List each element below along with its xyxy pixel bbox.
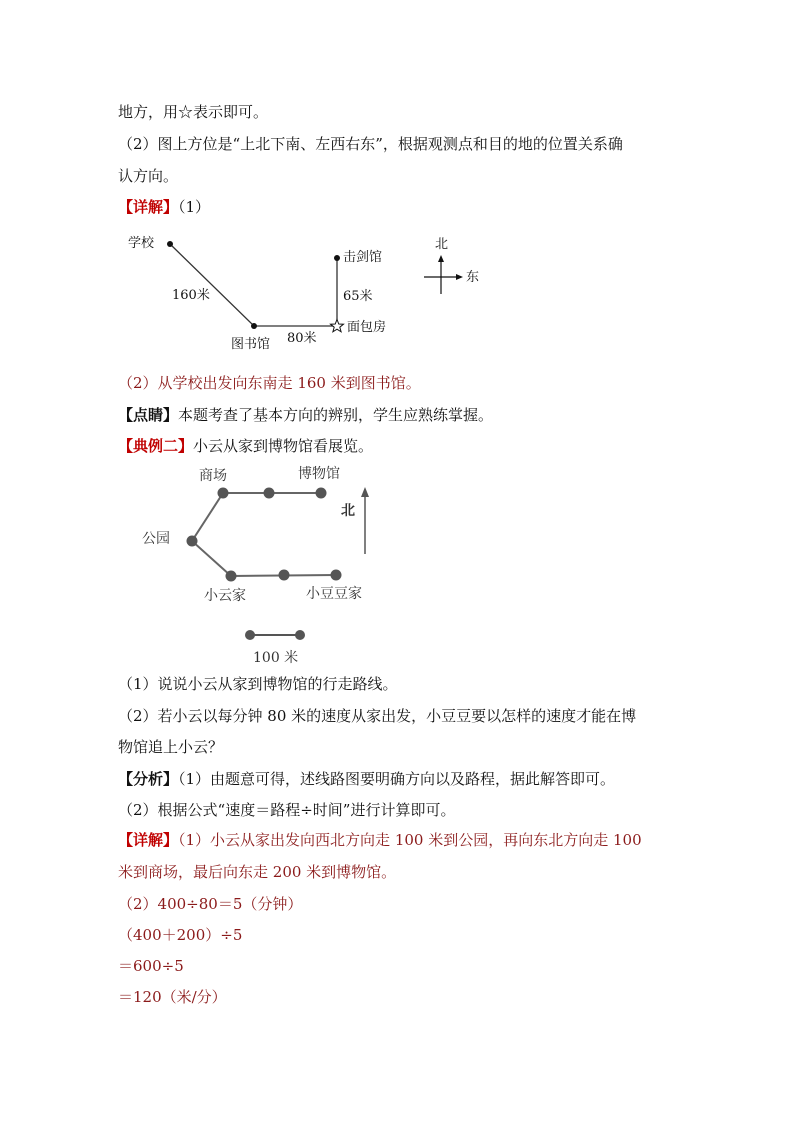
node-mid-top: [264, 488, 275, 499]
text-line-14: 米到商场，最后向东走 200 米到博物馆。: [118, 863, 397, 881]
text-line-13-rest: （1）小云从家出发向西北方向走 100 米到公园，再向东北方向走 100: [178, 831, 642, 849]
text-line-8: （1）说说小云从家到博物馆的行走路线。: [118, 675, 398, 693]
text-line-6-rest: 本题考查了基本方向的辨别，学生应熟练掌握。: [178, 406, 494, 424]
label-museum: 博物馆: [298, 466, 340, 482]
node-mid-bottom: [279, 570, 290, 581]
label-mall: 商场: [199, 468, 227, 484]
section-tag-explain-2: 【详解】: [118, 831, 179, 849]
text-line-11: [118, 769, 615, 789]
text-line-10: 物馆追上小云？: [118, 738, 224, 756]
scale-bar-left-node: [245, 630, 255, 640]
label-compass-north: 北: [435, 237, 449, 252]
text-line-17: ＝600÷5: [118, 957, 184, 975]
text-line-3: 认方向。: [118, 167, 179, 185]
museum-node: [316, 488, 327, 499]
label-doudou-home: 小豆豆家: [306, 586, 362, 602]
home-node: [226, 571, 237, 582]
text-line-1: 地方，用☆表示即可。: [118, 103, 269, 121]
text-line-16: （400＋200）÷5: [118, 926, 243, 944]
route-west: [192, 493, 321, 576]
text-line-7-rest: 小云从家到博物馆看展览。: [193, 437, 374, 455]
label-bakery: 面包房: [347, 320, 387, 335]
section-tag-analysis: 【分析】: [118, 770, 179, 788]
text-line-18: ＝120（米/分）: [118, 988, 227, 1006]
label-fencing: 击剑馆: [343, 250, 383, 265]
section-tag-comment: 【点睛】: [118, 406, 179, 424]
north-arrow-icon: [361, 487, 369, 497]
label-park: 公园: [142, 531, 170, 547]
park-node: [187, 536, 198, 547]
text-line-5: （2）从学校出发向东南走 160 米到图书馆。: [118, 374, 421, 392]
text-line-12: （2）根据公式“速度＝路程÷时间”进行计算即可。: [118, 801, 456, 819]
doudou-node: [331, 570, 342, 581]
label-school: 学校: [128, 236, 155, 251]
section-tag-explain: 【详解】: [118, 198, 179, 216]
text-line-13: [118, 830, 642, 850]
text-line-9: （2）若小云以每分钟 80 米的速度从家出发，小豆豆要以怎样的速度才能在博: [118, 707, 637, 725]
text-line-11-rest: （1）由题意可得，述线路图要明确方向以及路程，据此解答即可。: [178, 770, 616, 788]
label-compass-east: 东: [466, 270, 480, 285]
label-home: 小云家: [204, 588, 246, 604]
text-line-15: （2）400÷80＝5（分钟）: [118, 895, 303, 913]
label-distance-160: 160米: [172, 288, 210, 303]
label-scale: 100 米: [253, 650, 299, 666]
section-tag-example-2: 【典例二】: [118, 437, 194, 455]
label-north: 北: [341, 503, 355, 519]
text-line-4-rest: （1）: [178, 198, 211, 216]
scale-bar-right-node: [295, 630, 305, 640]
text-line-2: （2）图上方位是“上北下南、左西右东”，根据观测点和目的地的位置关系确: [118, 135, 623, 153]
label-distance-65: 65米: [343, 289, 373, 304]
label-library: 图书馆: [231, 337, 271, 352]
mall-node: [218, 488, 229, 499]
label-distance-80: 80米: [287, 331, 317, 346]
